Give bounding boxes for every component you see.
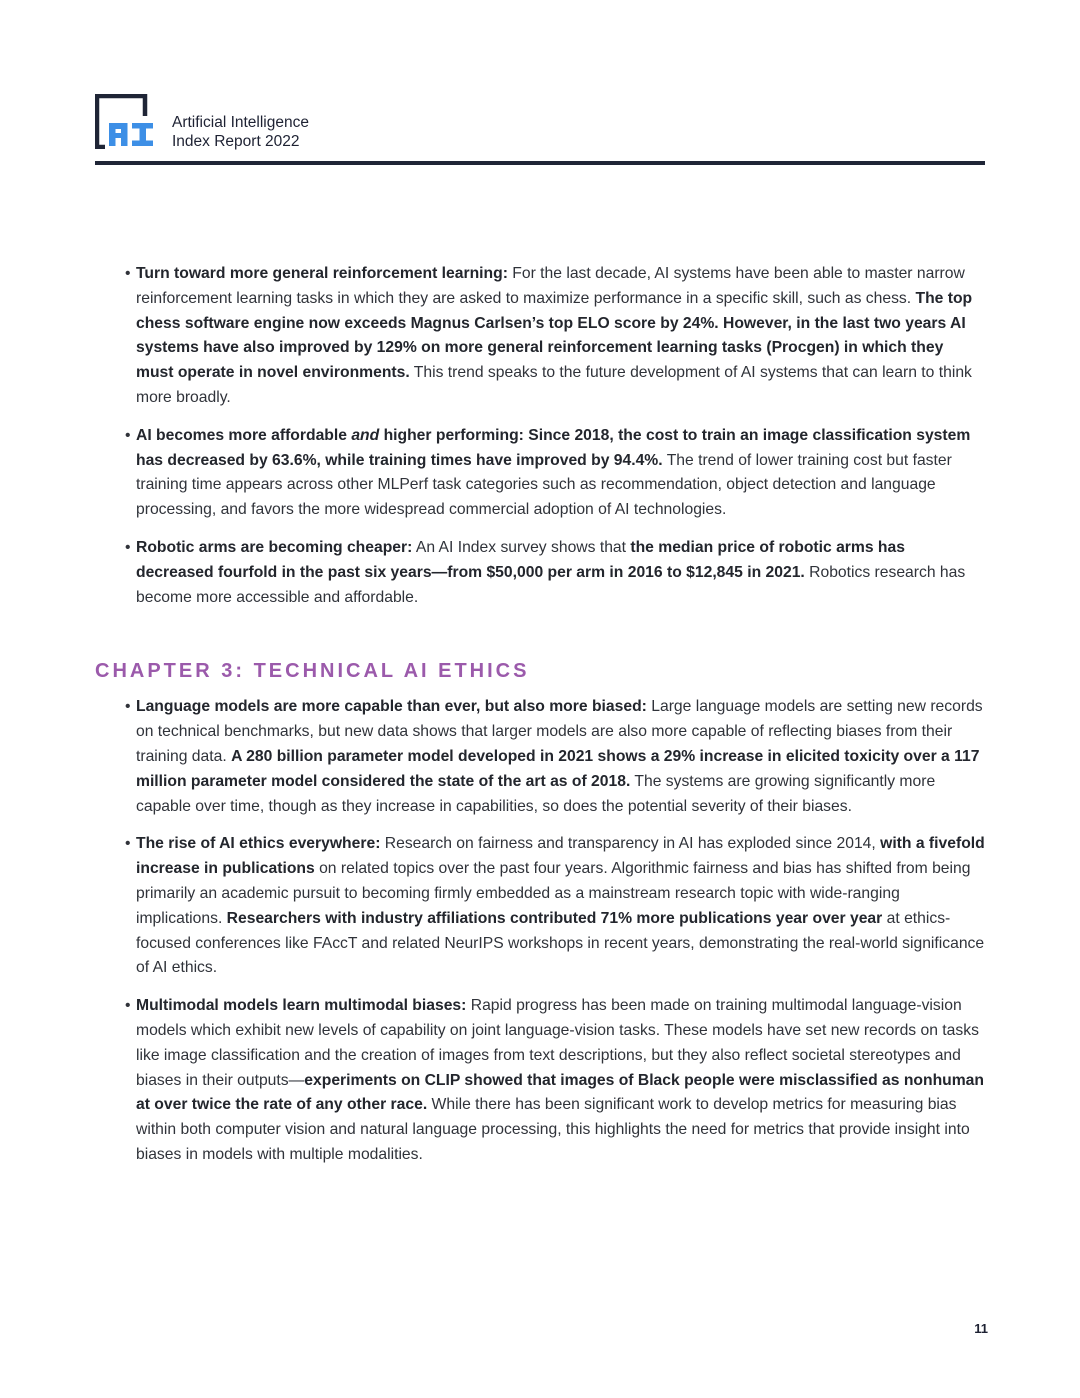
- ai-index-logo-icon: [95, 94, 155, 149]
- bullet-text: Large language models are setting new records on technical benchmarks, but new data shows that larger models are also more capable of reflecting biases from their training data.: [136, 698, 983, 765]
- bullet-text: For the last decade, AI systems have been able to master narrow reinforcement learning tasks in which they are asked to maximize performance in a specific skill, such as chess.: [136, 265, 965, 307]
- bullet-text: The systems are growing significantly more capable over time, though as they increase in capabilities, so does the potential severity of their biases.: [136, 772, 936, 815]
- bullet-bold: the median price of robotic arms has decreased fourfold in the past six years—from $50,000 per arm in 2016 to $12,845 in 2021.: [136, 538, 905, 581]
- highlights-list: [95, 262, 985, 610]
- bullet-text: An AI Index survey shows that: [412, 538, 631, 556]
- bullet-text: Research on fairness and transparency in AI has exploded since 2014,: [380, 835, 881, 853]
- list-item: [95, 262, 985, 411]
- bullet-lead: Turn toward more general reinforcement learning:: [136, 265, 508, 282]
- bullet-icon: •: [125, 265, 131, 282]
- bullet-icon: •: [125, 426, 131, 444]
- bullet-lead: Multimodal models learn multimodal biases:: [136, 997, 467, 1015]
- bullet-text: The trend of lower training cost but faster training time appears across other MLPerf task categories such as recommendation, object detection and language processing, and favors the more widespread commercial adoption of AI technologies.: [136, 451, 952, 519]
- bullet-icon: •: [125, 538, 131, 556]
- bullet-lead: AI becomes more affordable and higher performing: Since 2018, the cost to train an image classification system has decreased by 63.6%, while training times have improved by 94.4%.: [136, 426, 971, 469]
- bullet-bold: Researchers with industry affiliations contributed 71% more publications year over year: [226, 909, 883, 927]
- list-item: [95, 994, 985, 1168]
- ethics-highlights-list: [95, 695, 985, 1167]
- bullet-bold: The top chess software engine now exceeds Magnus Carlsen’s top ELO score by 24%. However, in the last two years AI systems have also improved by 129% on more general reinforcement learning tasks (Procgen) in which they must operate in novel environments.: [136, 289, 973, 382]
- list-item: [95, 424, 985, 523]
- bullet-text: Robotics research has become more accessible and affordable.: [136, 563, 966, 606]
- bullet-icon: •: [125, 835, 131, 853]
- page-number: 11: [974, 1321, 988, 1336]
- bullet-text: on related topics over the past four years. Algorithmic fairness and bias has shifted from being primarily an academic pursuit to becoming firmly embedded as a mainstream research topic with wide-ranging implications.: [136, 860, 971, 927]
- bullet-bold: with a fivefold increase in publications: [136, 835, 985, 878]
- report-title-line2: Index Report 2022: [172, 133, 300, 150]
- bullet-text: Rapid progress has been made on training multimodal language-vision models which exhibit new levels of capability on joint language-vision tasks. These models have set new records on tasks like image classification and the creation of images from text descriptions, but they also reflect societal stereotypes and biases in their outputs—: [136, 997, 979, 1089]
- bullet-icon: •: [125, 997, 131, 1015]
- bullet-lead: The rise of AI ethics everywhere:: [136, 835, 381, 853]
- bullet-bold: A 280 billion parameter model developed in 2021 shows a 29% increase in elicited toxicity over a 117 million parameter model considered the state of the art as of 2018.: [136, 747, 980, 790]
- chapter-heading: CHAPTER 3: TECHNICAL AI ETHICS: [95, 660, 530, 683]
- report-title-line1: Artificial Intelligence: [172, 114, 309, 131]
- bullet-lead: Robotic arms are becoming cheaper:: [136, 538, 413, 556]
- report-header: [95, 94, 985, 166]
- list-item: [95, 695, 985, 819]
- header-divider: [95, 161, 985, 165]
- list-item: [95, 536, 985, 610]
- page-content: [95, 262, 985, 1181]
- bullet-text: This trend speaks to the future development of AI systems that can learn to think more broadly.: [136, 364, 972, 406]
- bullet-text: While there has been significant work to develop metrics for measuring bias within both computer vision and natural language processing, this highlights the need for metrics that provide insight into biases in models with multiple modalities.: [136, 1096, 970, 1163]
- bullet-bold: experiments on CLIP showed that images of Black people were misclassified as nonhuman at over twice the rate of any other race.: [136, 1071, 984, 1114]
- bullet-icon: •: [125, 698, 131, 716]
- bullet-text: at ethics-focused conferences like FAccT and related NeurIPS workshops in recent years, demonstrating the real-world significance of AI ethics.: [136, 909, 985, 977]
- bullet-lead: Language models are more capable than ever, but also more biased:: [136, 698, 647, 716]
- report-title: [172, 113, 309, 151]
- list-item: [95, 832, 985, 981]
